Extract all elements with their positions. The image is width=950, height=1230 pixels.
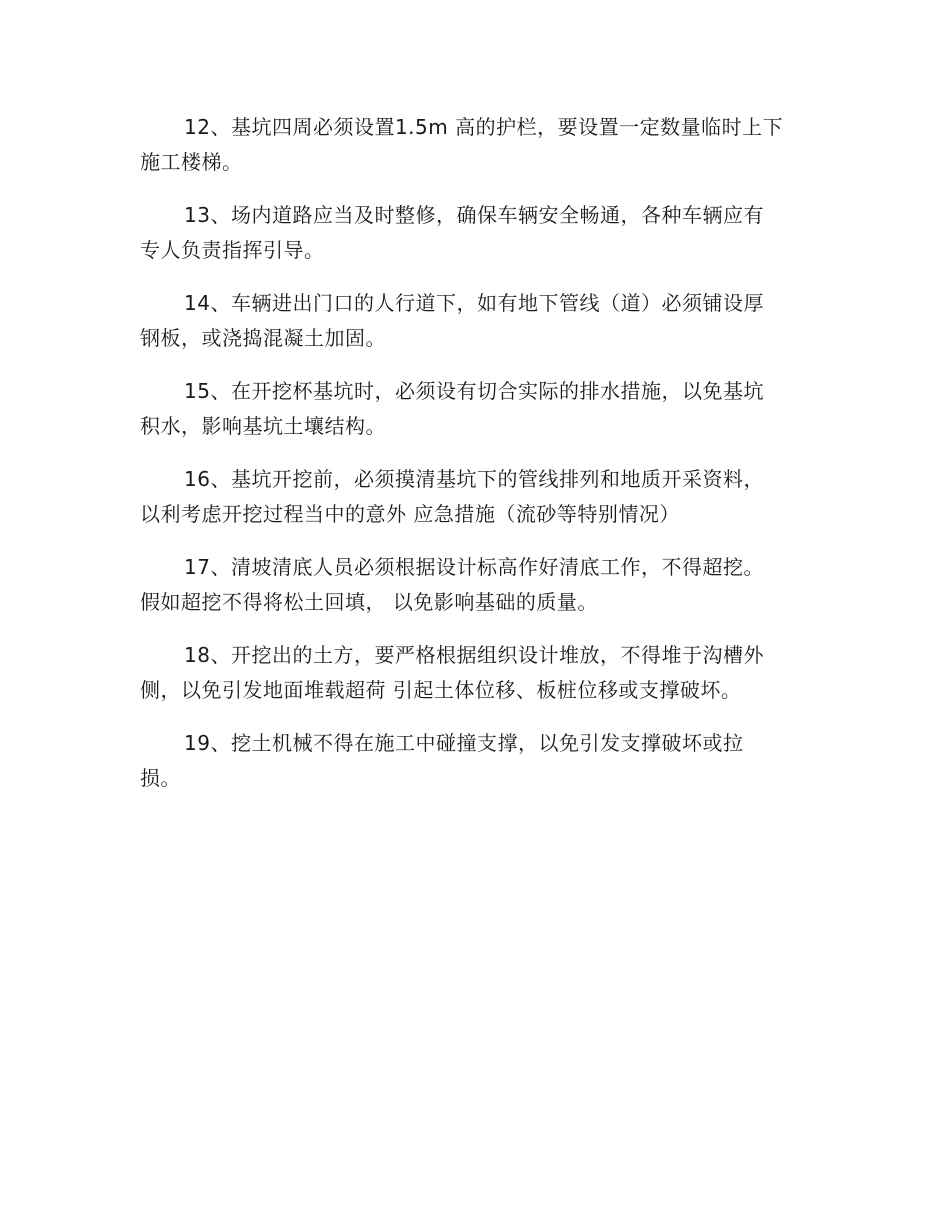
paragraph-line: 假如超挖不得将松土回填， 以免影响基础的质量。	[140, 590, 598, 614]
paragraph-line: 12、基坑四周必须设置1.5m 高的护栏，要设置一定数量临时上下	[184, 115, 784, 139]
paragraph-16	[140, 462, 812, 532]
paragraph-line: 18、开挖出的土方，要严格根据组织设计堆放，不得堆于沟槽外	[184, 643, 764, 667]
paragraph-19	[140, 726, 812, 796]
paragraph-line: 15、在开挖杯基坑时，必须设有切合实际的排水措施，以免基坑	[184, 379, 764, 403]
paragraph-line: 19、挖土机械不得在施工中碰撞支撑，以免引发支撑破坏或拉	[184, 731, 744, 755]
paragraph-line: 专人负责指挥引导。	[140, 238, 325, 262]
paragraph-18	[140, 638, 812, 708]
paragraph-line: 钢板，或浇捣混凝土加固。	[140, 326, 386, 350]
paragraph-line: 16、基坑开挖前，必须摸清基坑下的管线排列和地质开采资料，	[184, 467, 764, 491]
paragraph-12	[140, 110, 812, 180]
paragraph-line: 积水，影响基坑土壤结构。	[140, 414, 386, 438]
paragraph-13	[140, 198, 812, 268]
paragraph-line: 13、场内道路应当及时整修，确保车辆安全畅通，各种车辆应有	[184, 203, 764, 227]
document-body	[140, 110, 812, 814]
paragraph-line: 以利考虑开挖过程当中的意外 应急措施（流砂等特别情况）	[140, 502, 680, 526]
paragraph-17	[140, 550, 812, 620]
paragraph-15	[140, 374, 812, 444]
paragraph-line: 侧，以免引发地面堆载超荷 引起土体位移、板桩位移或支撑破坏。	[140, 678, 742, 702]
paragraph-line: 14、车辆进出门口的人行道下，如有地下管线（道）必须铺设厚	[184, 291, 764, 315]
paragraph-line: 17、清坡清底人员必须根据设计标高作好清底工作，不得超挖。	[184, 555, 764, 579]
paragraph-line: 损。	[140, 766, 181, 790]
paragraph-14	[140, 286, 812, 356]
paragraph-line: 施工楼梯。	[140, 150, 243, 174]
